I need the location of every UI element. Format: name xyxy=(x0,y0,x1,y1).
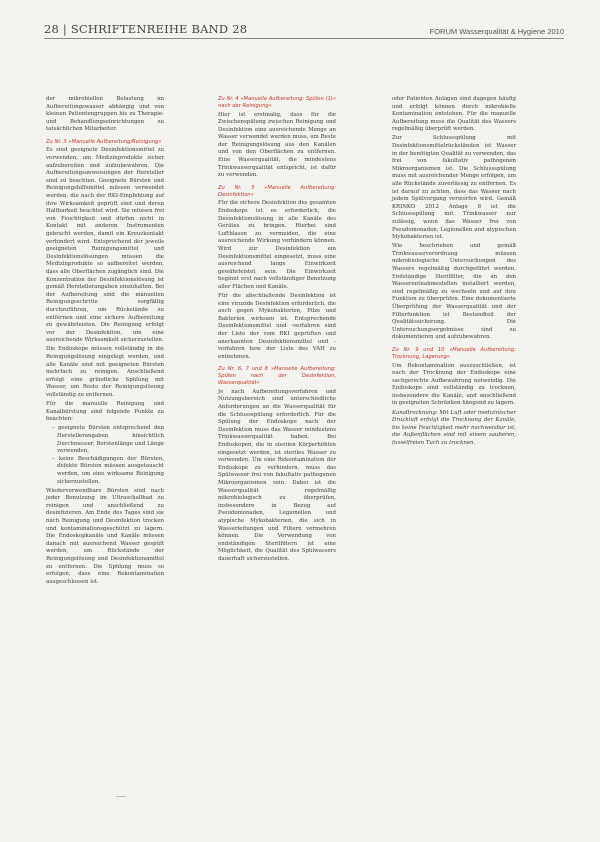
publication-title: FORUM Wasserqualität & Hygiene 2010 xyxy=(429,27,564,36)
column-right xyxy=(392,96,516,449)
section-heading: Zu Nr. 3 »Manuelle Aufbereitung/Reinigung« xyxy=(46,138,162,145)
section-heading: Zu Nr. 5 »Manuelle Aufbereitung: Desinfektion« xyxy=(218,184,336,198)
paragraph: Zur Schlussspülung mit Desinfektionsmittelrückständen ist Wasser in der benötigten Qualität zu verwenden, das frei von fakultativ pathogenen Mikroorganismen ist. Die Schlussspülung muss mit ausreichender Menge erfolgen, um alle Rückstände zuverlässig zu entfernen. Es ist darauf zu achten, dass das Wasser nach jedem Spülvorgang verworfen wird. Gemäß KRINKO 2012 Anlage 8 ist die Schlussspülung mit Trinkwasser nur zulässig, wenn das Wasser frei von Pseudomonaden, Legionellen und atypischen Mykobakterien ist. xyxy=(392,135,516,241)
footer-mark xyxy=(116,796,126,797)
paragraph: Für die sichere Desinfektion des gesamten Endoskops ist es erforderlich, die Desinfektionslösung in alle Kanäle des Gerätes zu bringen. Hierbei sind Luftblasen zu vermeiden, die eine ausreichende Wirkung verhindern können. Wird zur Desinfektion ein Desinfektionsmittel eingesetzt, muss eine ausreichend lange Einwirkzeit gewährleistet sein. Die Einwirkzeit beginnt erst nach vollständiger Benetzung aller Flächen und Kanäle. xyxy=(218,200,336,290)
section-heading: Zu Nr. 4 »Manuelle Aufbereitung: Spülen (1)« nach der Reinigung« xyxy=(218,96,336,109)
paragraph: Wiederverwendbare Bürsten sind nach jeder Benutzung im Ultraschallbad zu reinigen und anschließend zu desinfizieren. Am Ende des Tages sind sie nach Reinigung und Desinfektion trocken und kontaminationsgeschützt zu lagern. Die Endoskopkanäle und Kanäle müssen danach mit ausreichend Wasser gespült werden, um Rückstände der Reinigungslösung und Desinfektionsmittel zu entfernen. Die Spülung muss so erfolgen, dass eine Rekontamination ausgeschlossen ist. xyxy=(46,487,164,585)
paragraph: Um Rekontamination auszuschließen, ist nach der Trocknung der Endoskope eine sachgerechte Aufbewahrung notwendig. Die Endoskope sind vollständig zu trocknen, insbesondere die Kanäle, und anschließend in geeigneten Schränken hängend zu lagern. xyxy=(392,362,516,407)
paragraph: der mikrobiellen Belastung im Aufbereitungswasser abhängig und von kleinen Patientengruppen bis zu Therapie- und Behandlungseinrichtungen zu tatsächlichen Mitarbeiter. xyxy=(46,96,164,133)
paragraph: Für die abschließende Desinfektion ist eine viruzide Desinfektion erforderlich, die auch gegen Mykobakterien, Pilze und Bakterien wirksam ist. Entsprechende Desinfektionsmittel und -verfahren sind der Liste der vom RKI geprüften und anerkannten Desinfektionsmittel und -verfahren bzw. der Liste des VAH zu entnehmen. xyxy=(218,292,336,360)
page-number-series: 28 | SCHRIFTENREIHE BAND 28 xyxy=(44,22,248,36)
column-middle xyxy=(218,96,336,565)
paragraph: Die Endoskope müssen vollständig in die Reinigungslösung eingelegt werden, und alle Kanäle sind mit geeigneten Bürsten mehrfach zu reinigen. Anschließend erfolgt eine gründliche Spülung mit Wasser, um Reste der Reinigungslösung vollständig zu entfernen. xyxy=(46,346,164,398)
paragraph: Wie beschrieben und gemäß Trinkwasserverordnung müssen mikrobiologische Untersuchungen des Wassers regelmäßig durchgeführt werden. Endständige Sterilfilter, die an den Wasserentnahmestellen installiert werden, sind regelmäßig zu wechseln und auf ihre Funktion zu überprüfen. Eine dokumentierte Überprüfung der Wasserqualität und der Filterfunktion ist Bestandteil der Qualitätssicherung. Die Untersuchungsergebnisse sind zu dokumentieren und aufzubewahren. xyxy=(392,243,516,341)
paragraph: Hier ist erstmalig, dass für die Zwischenspülung zwischen Reinigung und Desinfektion eine ausreichende Menge an Wasser verwendet werden muss, um Reste der Reinigungslösung aus den Kanälen und von den Oberflächen zu entfernen. Eine Wasserqualität, die mindestens Trinkwasserqualität entspricht, ist dafür zu verwenden. xyxy=(218,111,336,179)
bullet-list xyxy=(46,425,164,486)
section-heading: Zu Nr. 6, 7 und 8 »Manuelle Aufbereitung: Spülen nach der Desinfektion, Wasserqualität« xyxy=(218,366,336,387)
list-item: – keine Beschädigungen der Bürsten, defekte Bürsten müssen ausgetauscht werden, um eine wirksame Reinigung sicherzustellen. xyxy=(52,455,164,485)
column-left xyxy=(46,96,164,588)
page-header xyxy=(44,22,564,39)
paragraph: Es sind geeignete Desinfektionsmittel zu verwenden, um Medizinprodukte sicher aufzubereiten und aufzubewahren. Die Aufbereitungsanweisungen der Hersteller sind zu beachten. Geeignete Bürsten und Reinigungshilfsmittel müssen verwendet werden, die nach der RKI-Empfehlung auf ihre Wirksamkeit geprüft sind und deren Haltbarkeit beachtet wird. Sie müssen frei von Feuchtigkeit und dürfen nicht in Kontakt mit anderen Instrumenten gebracht werden, damit ein Kreuzkontakt verhindert wird. Entsprechend der jeweils geeigneten Reinigungsmittel und Desinfektionslösungen müssen die Medizinprodukte so aufbereitet werden, dass alle Oberflächen zugänglich sind. Die Konzentration der Desinfektionslösung ist gemäß Herstellerangaben einzuhalten. Bei der Aufbereitung sind die manuellen Reinigungsschritte sorgfältig durchzuführen, um Rückstände zu entfernen und eine sichere Aufbereitung zu gewährleisten. Die Reinigung erfolgt vor der Desinfektion, um eine ausreichende Wirksamkeit sicherzustellen. xyxy=(46,147,164,344)
paragraph: Für die manuelle Reinigung und Kanalbürstung sind folgende Punkte zu beachten: xyxy=(46,401,164,423)
paragraph: Je nach Aufbereitungsverfahren und Nutzungsbereich sind unterschiedliche Anforderungen an die Wasserqualität für die Schlussspülung erforderlich. Für die Spülung der Endoskope nach der Desinfektion muss das Wasser mindestens Trinkwasserqualität haben. Bei Endoskopen, die in sterilen Körperhöhlen eingesetzt werden, ist steriles Wasser zu verwenden. Um eine Rekontamination der Endoskope zu verhindern, muss das Spülwasser frei von fakultativ pathogenen Mikroorganismen sein. Dabei ist die Wasserqualität regelmäßig mikrobiologisch zu überprüfen, insbesondere in Bezug auf Pseudomonaden, Legionellen und atypische Mykobakterien, die sich in Wasserleitungen und Filtern vermehren können. Die Verwendung von endständigen Sterilfiltern ist eine Möglichkeit, die Qualität des Spülwassers dauerhaft sicherzustellen. xyxy=(218,388,336,562)
paragraph: oder Patienten Anlagen sind dagegen häufig und erfolgt können durch mikrobielle Kontamination entstehen. Für die manuelle Aufbereitung muss die Qualität des Wassers regelmäßig überprüft werden. xyxy=(392,96,516,133)
paragraph: Kanaltrocknung: Mit Luft oder medizinischer Druckluft erfolgt die Trocknung der Kanäle, bis keine Feuchtigkeit mehr nachweisbar ist, die Außenflächen sind mit einem sauberen, fusselfreien Tuch zu trocknen. xyxy=(392,409,516,446)
section-heading: Zu Nr. 9 und 10 »Manuelle Aufbereitung: Trocknung, Lagerung« xyxy=(392,347,516,360)
list-item: – geeignete Bürsten entsprechend den Herstellerangaben hinsichtlich Durchmesser, Borstenlänge und Länge verwenden, xyxy=(52,425,164,455)
